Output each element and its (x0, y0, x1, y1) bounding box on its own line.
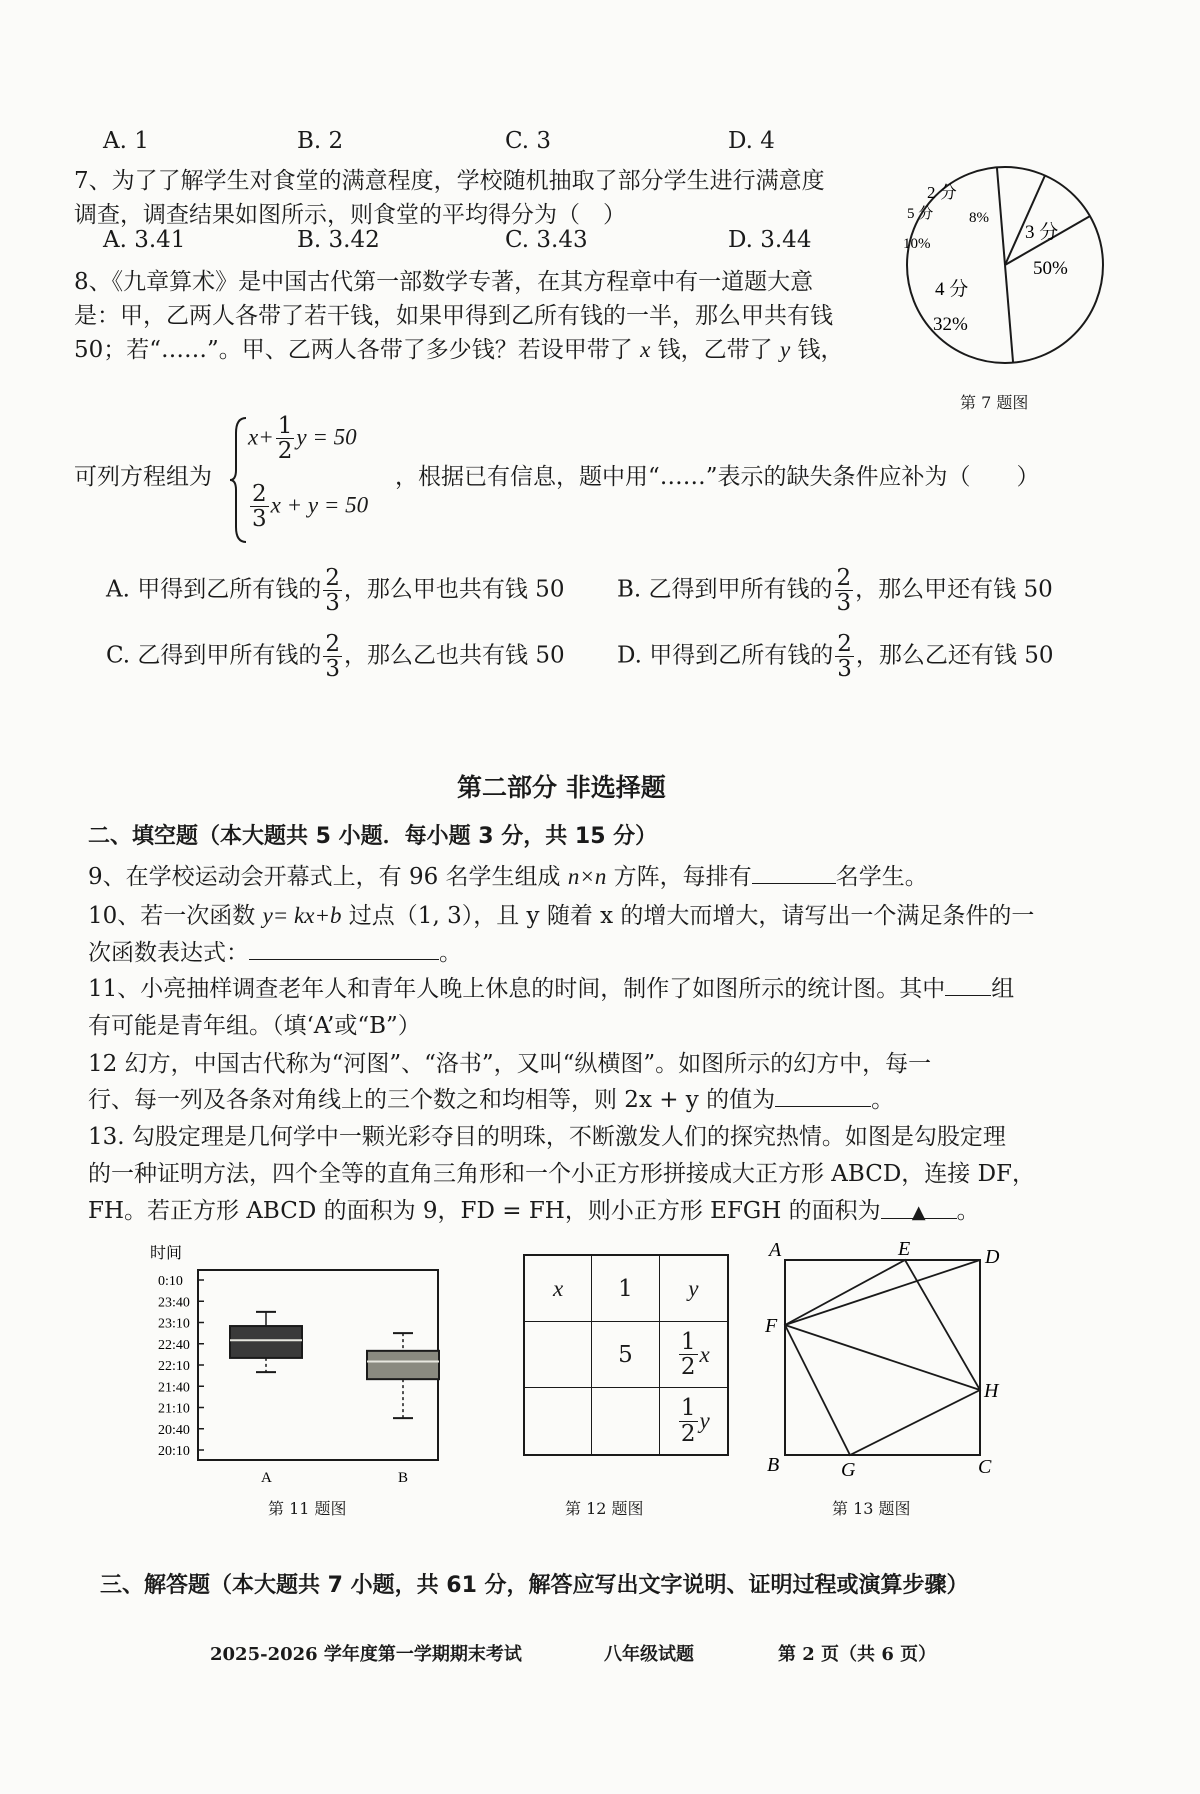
q9-post: 名学生。 (835, 864, 928, 890)
magic-cell (592, 1256, 659, 1322)
fig11-tick-label: 20:40 (158, 1422, 190, 1438)
footer-page-number: 第 2 页（共 6 页） (778, 1644, 937, 1665)
q8-eq1-frac (276, 414, 295, 463)
q8-opt-a-den: 3 (325, 590, 340, 617)
point-a-label: A (769, 1239, 782, 1261)
figure-13-geometry (755, 1235, 1015, 1485)
point-c-label: C (978, 1456, 992, 1478)
q8-opt-c-post: ，那么乙也共有钱 50 (344, 642, 565, 669)
q8-opt-a-frac (323, 566, 342, 615)
q8-opt-b-den: 3 (836, 590, 852, 617)
fig11-category-a: A (261, 1470, 272, 1486)
q8-eq1-a: x+ (248, 424, 274, 450)
q8-line3 (74, 331, 843, 364)
segment-fh (785, 1325, 980, 1390)
magic-cell-text: 1 (618, 1275, 633, 1302)
fig11-tick-label: 23:10 (158, 1316, 190, 1332)
q8-option-d (617, 632, 1053, 681)
magic-cell (525, 1388, 592, 1454)
q7-option-d: D. 3.44 (728, 227, 812, 253)
fig11-tick-label: 22:10 (158, 1359, 190, 1374)
fig13-caption: 第 13 题图 (832, 1499, 911, 1518)
magic-half-frac (679, 1330, 698, 1379)
point-f-label: F (765, 1315, 778, 1337)
q12-answer-blank[interactable] (775, 1086, 871, 1107)
q13-post: 。 (956, 1198, 980, 1224)
q8-line3-b: 钱，乙带了 (657, 337, 773, 363)
section2-title: 二、填空题（本大题共 5 小题．每小题 3 分，共 15 分） (88, 824, 658, 849)
q8-eq1-num: 1 (277, 413, 293, 439)
q8-opt-a-pre: A. 甲得到乙所有钱的 (106, 576, 322, 603)
q11-pre: 11、小亮抽样调查老年人和青年人晚上休息的时间，制作了如图所示的统计图。其中 (88, 976, 946, 1002)
q8-opt-d-den: 3 (837, 656, 852, 683)
pie-pct-2: 8% (969, 210, 989, 226)
fig11-tick-label: 21:10 (158, 1401, 190, 1417)
frac-num: 1 (680, 1328, 696, 1355)
q8-opt-b-num: 2 (836, 565, 852, 591)
magic-half-frac (679, 1396, 698, 1445)
q8-eq1-b: y = 50 (296, 424, 357, 450)
pie-pct-5: 10% (903, 236, 931, 252)
question-10-line2 (88, 934, 462, 967)
magic-cell-text: 5 (618, 1341, 633, 1368)
fig11-tick-label: 21:40 (158, 1380, 190, 1396)
point-b-label: B (767, 1454, 780, 1476)
pie-label-3: 3 分 (1025, 222, 1059, 243)
q10-answer-blank[interactable] (249, 939, 439, 960)
pie-chart (895, 160, 1115, 380)
q8-opt-d-frac (835, 632, 854, 681)
q7-stem-line1: 7、为了了解学生对食堂的满意程度，学校随机抽取了部分学生进行满意度 (74, 168, 825, 194)
magic-cell (660, 1388, 727, 1454)
q8-opt-c-num: 2 (325, 631, 341, 657)
question-13-line2: 的一种证明方法，四个全等的直角三角形和一个小正方形拼接成大正方形 ABCD，连接 DF， (88, 1161, 1035, 1187)
question-12-line1: 12 幻方，中国古代称为“河图”、“洛书”，又叫“纵横图”。如图所示的幻方中，每一 (88, 1051, 932, 1077)
q8-var-y: y (779, 337, 791, 362)
point-e-label: E (898, 1238, 911, 1260)
q7-stem-line2: 调查，调查结果如图所示，则食堂的平均得分为（ ） (74, 202, 626, 228)
q8-system-prefix: 可列方程组为 (74, 464, 212, 490)
q6-option-c: C. 3 (505, 128, 552, 154)
q9-mid: 方阵，每排有 (606, 864, 752, 890)
fig12-caption: 第 12 题图 (565, 1499, 644, 1518)
q8-eq2-b: x + y = 50 (270, 492, 369, 518)
pie-label-5: 5 分 (907, 206, 934, 222)
q8-system-suffix: ，根据已有信息，题中用“……”表示的缺失条件应补为（ ） (395, 464, 1040, 490)
triangle-mark-icon: ▲ (911, 1202, 926, 1223)
footer-exam-name: 2025-2026 学年度第一学期期末考试 (210, 1644, 522, 1665)
q7-option-c: C. 3.43 (505, 227, 588, 253)
figure-12-magic-square (523, 1254, 729, 1456)
q12-post: 。 (871, 1087, 895, 1113)
fig11-category-b: B (398, 1470, 409, 1486)
fig11-tick-label: 22:40 (158, 1337, 190, 1353)
pie-pct-3: 50% (1033, 258, 1068, 279)
q10-post: 过点（1, 3），且 y 随着 x 的增大而增大，请写出一个满足条件的一 (341, 903, 1035, 929)
q8-option-b (617, 566, 1053, 615)
magic-cell (660, 1322, 727, 1388)
pie-boundary-4 (1005, 265, 1013, 363)
magic-cell (525, 1256, 592, 1322)
q8-opt-c-den: 3 (325, 656, 341, 683)
question-12-line2 (88, 1081, 894, 1114)
point-d-label: D (985, 1246, 1000, 1268)
fig11-box-a (230, 1326, 302, 1358)
question-9 (88, 858, 928, 891)
q12-pre: 行、每一列及各条对角线上的三个数之和均相等，则 2x + y 的值为 (88, 1087, 776, 1113)
q8-opt-d-pre: D. 甲得到乙所有钱的 (617, 642, 834, 669)
q13-pre: FH。若正方形 ABCD 的面积为 9，FD = FH，则小正方形 EFGH 的面积为 (88, 1198, 881, 1224)
q10-fn: y= kx+b (262, 903, 342, 928)
q11-answer-blank[interactable] (945, 975, 991, 996)
pie-boundary-2 (1005, 176, 1045, 265)
q8-eq1-den: 2 (277, 438, 293, 465)
frac-den: 2 (680, 1420, 696, 1447)
q8-var-x: x (640, 337, 651, 362)
magic-cell-text: x (553, 1275, 564, 1301)
q9-nn: n×n (567, 864, 607, 889)
pie-label-4: 4 分 (935, 279, 969, 300)
q8-opt-b-post: ，那么甲还有钱 50 (855, 576, 1053, 603)
question-13-line1: 13. 勾股定理是几何学中一颗光彩夺目的明珠，不断激发人们的探究热情。如图是勾股定理 (88, 1124, 1006, 1150)
question-13-line3 (88, 1192, 980, 1225)
q8-eq2-num: 2 (252, 481, 267, 507)
frac-den: 2 (680, 1354, 696, 1380)
q7-option-b: B. 3.42 (297, 227, 380, 253)
q8-opt-c-pre: C. 乙得到甲所有钱的 (106, 642, 322, 669)
fig11-box-b (367, 1351, 439, 1379)
q10-line2-post: 。 (439, 940, 462, 966)
q6-option-b: B. 2 (297, 128, 344, 154)
q7-option-a: A. 3.41 (103, 227, 186, 253)
question-11-line1 (88, 970, 1014, 1003)
section3-title: 三、解答题（本大题共 7 小题，共 61 分，解答应写出文字说明、证明过程或演算步骤） (100, 1573, 969, 1598)
q8-option-a (106, 566, 564, 615)
fig11-tick-label: 20:10 (158, 1444, 190, 1459)
magic-cell (592, 1388, 659, 1454)
q8-eq1 (248, 414, 357, 463)
figure-11-boxplot (120, 1245, 455, 1490)
segment-fd (785, 1260, 980, 1325)
pie-pct-4: 32% (933, 314, 968, 335)
q8-opt-b-pre: B. 乙得到甲所有钱的 (617, 576, 833, 603)
q8-line3-a: 50；若“……”。甲、乙两人各带了多少钱？若设甲带了 (74, 337, 633, 363)
q8-opt-d-num: 2 (837, 631, 852, 657)
q8-eq2 (248, 482, 368, 531)
q10-pre: 10、若一次函数 (88, 903, 263, 929)
fig11-axis-title: 时间 (150, 1245, 183, 1262)
magic-var-y: y (699, 1408, 710, 1433)
q11-post: 组 (991, 976, 1015, 1002)
q8-eq2-den: 3 (252, 506, 267, 533)
q13-answer-blank[interactable] (881, 1198, 957, 1223)
q8-line2: 是：甲，乙两人各带了若干钱，如果甲得到乙所有钱的一半，那么甲共有钱 (74, 303, 833, 329)
left-brace-icon (228, 415, 250, 545)
q8-opt-a-num: 2 (325, 565, 340, 591)
frac-num: 1 (680, 1395, 696, 1422)
q8-line1: 8、《九章算术》是中国古代第一部数学专著，在其方程章中有一道题大意 (74, 269, 814, 295)
q6-option-d: D. 4 (728, 128, 775, 154)
q7-caption: 第 7 题图 (960, 393, 1029, 412)
q8-opt-a-post: ，那么甲也共有钱 50 (343, 576, 565, 603)
fig11-tick-label: 23:40 (158, 1295, 190, 1311)
q8-opt-c-frac (323, 632, 342, 681)
q8-option-c (106, 632, 565, 681)
magic-var-x: x (699, 1341, 710, 1367)
q8-line3-c: 钱， (797, 337, 844, 363)
fig11-tick-label: 0:10 (158, 1274, 183, 1289)
magic-cell (592, 1322, 659, 1388)
q8-opt-d-post: ，那么乙还有钱 50 (855, 642, 1054, 669)
question-11-line2: 有可能是青年组。（填‘A’或“B”） (88, 1013, 421, 1039)
magic-cell (660, 1256, 727, 1322)
question-10-line1 (88, 897, 1034, 930)
q10-line2-pre: 次函数表达式： (88, 940, 249, 966)
q6-option-a: A. 1 (103, 128, 149, 154)
part2-title: 第二部分 非选择题 (457, 773, 666, 802)
footer-grade: 八年级试题 (604, 1644, 694, 1665)
q8-opt-b-frac (835, 566, 854, 615)
point-h-label: H (984, 1380, 999, 1402)
q9-answer-blank[interactable] (752, 863, 836, 884)
fig11-caption: 第 11 题图 (268, 1499, 347, 1518)
magic-cell (525, 1322, 592, 1388)
magic-cell-text: y (688, 1275, 699, 1301)
point-g-label: G (841, 1459, 856, 1481)
pie-label-2: 2 分 (927, 183, 957, 202)
q8-eq2-frac (250, 482, 269, 531)
pie-boundary-3 (997, 167, 1005, 265)
q9-pre: 9、在学校运动会开幕式上，有 96 名学生组成 (88, 864, 568, 890)
